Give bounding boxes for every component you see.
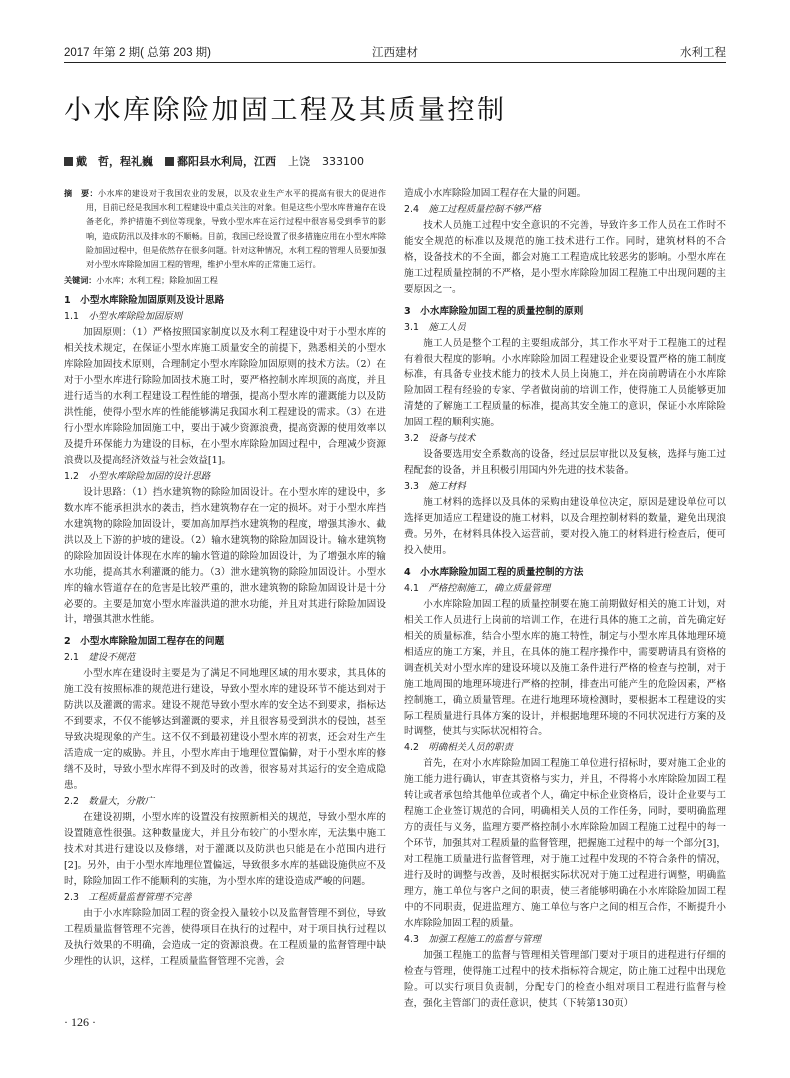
keywords-label: 关键词： [64,275,97,286]
postcode: 333100 [322,155,364,168]
section-heading: 4 小水库除险加固工程的质量控制的方法 [404,566,584,578]
subsection-heading: 3.1 施工人员 [404,321,466,333]
body-paragraph: 小水库除险加固工程的质量控制要在施工前期做好相关的施工计划，对相关工作人员进行上岗前的培训工作，在进行具体的施工之前，首先确定好相关的质量标准，结合小型水库的施工特性，制定与小型水库具体地理环境相适应的施工方案，并且，在具体的施工程序操作中，需要聘请具有资格的调查机关对小型水库的建设环境以及施工条件进行严格的检查与控制，对于施工地周围的地理环境进行严格的控制，排查出可能产生的危险因素，严格控制施工，确立质量管理。在进行地理环境检测时，要根据本工程建设的实际工程质量进行具体方案的设计，并根据地理环境的不同状况进行方案的及时调整，使其与实际状况相符合。 [404,598,726,738]
section-heading: 2 小型水库除险加固工程存在的问题 [64,636,225,648]
subsection-heading: 4.1 严格控制施工，确立质量管理 [404,582,551,594]
section-heading: 1 小型水库除险加固原则及设计思路 [64,295,225,307]
body-paragraph: 造成小水库除险加固工程存在大量的问题。 [404,188,587,199]
column-name: 水利工程 [680,47,726,59]
body-paragraph: 在建设初期，小型水库的设置没有按照新相关的规范，导致小型水库的设置随意性很强。这种数量庞大，并且分布较广的小型水库，无法集中施工技术对其进行建设以及修缮，对于灌溉以及防洪也只能是在小范围内进行[2]。另外，由于小型水库地理位置偏远，导致很多水库的基础设施供应不及时，除险加固工作不能顺利的实施，为小型水库的建设造成严峻的问题。 [64,811,386,887]
abstract-text: 小水库的建设对于我国农业的发展，以及农业生产水平的提高有很大的促进作用，目前已经是我国水利工程建设中重点关注的对象。但是这些小型水库普遍存在设备老化，养护措施不到位等现象，导致小型水库在运行过程中很容易受到季节的影响，造成防汛以及排水的不顺畅。目前，我国已经设置了很多措施应用在小型水库除险加固过程中，但是依然存在很多问题。针对这种情况，水利工程的管理人员要加强对小型水库除险加固工程的管理，维护小型水库的正常施工运行。 [86,188,386,270]
body-paragraph: 首先，在对小水库除险加固工程施工单位进行招标时，要对施工企业的施工能力进行确认，审查其资格与实力，并且，不得将小水库除险加固工程转让或者承包给其他单位或者个人，确定中标企业资格后，设计企业要与工程施工企业签订规范的合同，明确相关人员的工作任务，同时，要明确监理方的责任与义务，监理方要严格控制小水库除险加固工程施工过程中的每一个环节，加强其对工程质量的监督管理，把握施工过程中的每一个部分[3]，对工程施工质量进行监督管理，对于施工过程中发现的不符合条件的情况，进行及时的调整与改善，及时根据实际状况对于施工过程进行调整，明确监理方，施工单位与客户之间的职责，使三者能够明确在小水库除险加固工程中的不同职责，促进监理方、施工单位与客户之间的相互合作，不断提升小水库除险加固工程的质量。 [404,758,726,929]
subsection-heading: 4.2 明确相关人员的职责 [404,742,513,754]
running-header [64,44,726,63]
body-paragraph: 技术人员施工过程中安全意识的不完善，导致许多工作人员在工作时不能安全规范的标准以及规范的施工技术进行工作。同时，建筑材料的不合格，设备技术的不全面，都会对施工工程造成比较恶劣的影响。小型水库在施工过程质量控制的不严格，是小型水库除险加固工程施工中出现问题的主要原因之一。 [404,219,726,295]
body-paragraph: 加固原则：（1）严格按照国家制度以及水利工程建设中对于小型水库的相关技术规定，在保证小型水库施工质量安全的前提下，熟悉相关的小型水库除险加固技术原则，合理制定小型水库除险加固原则的技术方法。（2）在对于小型水库进行除险加固技术施工时，要严格控制水库坝顶的高度，并且进行适当的水利工程建设工程性能的增强，提高小型水库的灌溉能力以及防洪性能，使得小型水库的性能能够满足我国水利工程建设的需求。（3）在进行小型水库除险加固施工中，要出于减少资源浪费，提高资源的使用效率以及提升环保能力为建设的目标，在小型水库除险加固过程中，合理减少资源浪费以及提高经济效益与社会效益[1]。 [64,327,386,466]
subsection-heading: 2.1 建设不规范 [64,652,136,664]
issue-info: 2017 年第 2 期( 总第 203 期) [64,47,211,59]
body-paragraph: 由于小水库除险加固工程的资金投入量较小以及监督管理不到位，导致工程质量监督管理不完善，使得项目在执行的过程中，对于项目执行过程以及执行效果的不明确，会造成一定的资源浪费。在工程质量的监督管理中缺少理性的认识，这样，工程质量监督管理不完善，会 [64,907,386,967]
subsection-heading: 3.2 设备与技术 [404,433,476,445]
body-paragraph: 加强工程施工的监督与管理相关管理部门要对于项目的进程进行仔细的检查与管理，使得施工过程中的技术指标符合规定，防止施工过程中出现危险。可以实行项目负责制，分配专门的检查小组对项目工程进行监督与检查，强化主管部门的责任意识，使其（下转第130页） [404,949,726,1009]
square-bullet-icon [165,157,174,166]
body-paragraph: 设计思路：（1）挡水建筑物的除险加固设计。在小型水库的建设中，多数水库不能承担洪水的袭击，挡水建筑物存在一定的损坏。对于小型水库挡水建筑物的除险加固设计，要加高加厚挡水建筑物的程度，增强其渗水、截洪以及上下游的护坡的建设。（2）输水建筑物的除险加固设计。输水建筑物的除险加固设计体现在水库的输水管道的除险加固设计，为了增强水库的输水功能，提高其水利灌溉的能力。（3）泄水建筑物的除险加固设计。小型水库的输水管道存在的危害是比较严重的，泄水建筑物的除险加固设计是十分必要的。主要是加宽小型水库溢洪道的泄水功能，并且对其进行除险加固设计，增强其泄水性能。 [64,486,386,626]
subsection-heading: 2.4 施工过程质量控制不够严格 [404,203,541,215]
subsection-heading: 4.3 加强工程施工的监督与管理 [404,933,541,945]
section-heading: 3 小水库除险加固工程的质量控制的原则 [404,305,584,317]
square-bullet-icon [64,157,73,166]
subsection-heading: 2.3 工程质量监督管理不完善 [64,891,192,903]
body-paragraph: 设备要选用安全系数高的设备，经过层层审批以及复核，选择与施工过程配套的设备，并且积极引用国内外先进的技术装备。 [404,449,726,477]
body-paragraph: 施工材料的选择以及具体的采购由建设单位决定，原因是建设单位可以选择更加适应工程建设的施工材料，以及合理控制材料的数量，避免出现浪费。另外，在材料具体投入运营前，要对投入施工的材料进行检查后，便可投入使用。 [404,497,726,556]
abstract-label: 摘 要： [64,188,98,198]
page-number: · 126 · [64,1015,96,1029]
body-paragraph: 施工人员是整个工程的主要组成部分，其工作水平对于工程施工的过程有着很大程度的影响。小水库除险加固工程建设企业要设置严格的施工制度标准，有具备专业技术能力的技术人员上岗施工，并在岗前聘请在小水库除险加固工程有经验的专家、学者做岗前的培训工作，使得施工人员能够更加清楚的了解施工工程质量的标准，提高其安全施工的意识，保证小水库除险加固工程的顺利实施。 [404,337,726,429]
article-title: 小水库除险加固工程及其质量控制 [64,95,507,126]
journal-name: 江西建材 [372,47,418,59]
city: 上饶 [288,155,310,168]
body-paragraph: 小型水库在建设时主要是为了满足不同地理区域的用水要求，其具体的施工没有按照标准的规范进行建设，导致小型水库的建设环节不能达到对于防洪以及灌溉的需求。建设不规范导致小型水库的安全达不到要求，指标达不到要求，不仅不能够达到灌溉的要求，并且很容易受到洪水的侵蚀，甚至导致决堤现象的产生。这不仅不到最初建设小型水库的初衷，还会对生产生活造成一定的威胁。并且，小型水库由于地理位置偏僻，对于小型水库的修缮不及时，导致小型水库得不到及时的改善，很容易对其运行的安全造成隐患。 [64,668,386,792]
affiliation: 鄱阳县水利局，江西 [177,155,276,168]
authors: 戴 哲，程礼巍 [76,155,153,168]
subsection-heading: 1.2 小型水库除险加固的设计思路 [64,470,211,482]
subsection-heading: 1.1 小型水库除险加固原则 [64,311,183,323]
right-column [404,186,726,1012]
keywords: 小水库；水利工程；除险加固工程 [96,275,218,286]
subsection-heading: 2.2 数量大，分散广 [64,795,154,807]
subsection-heading: 3.3 施工材料 [404,481,466,493]
abstract [64,186,386,287]
byline [64,153,364,169]
left-column [64,186,386,969]
